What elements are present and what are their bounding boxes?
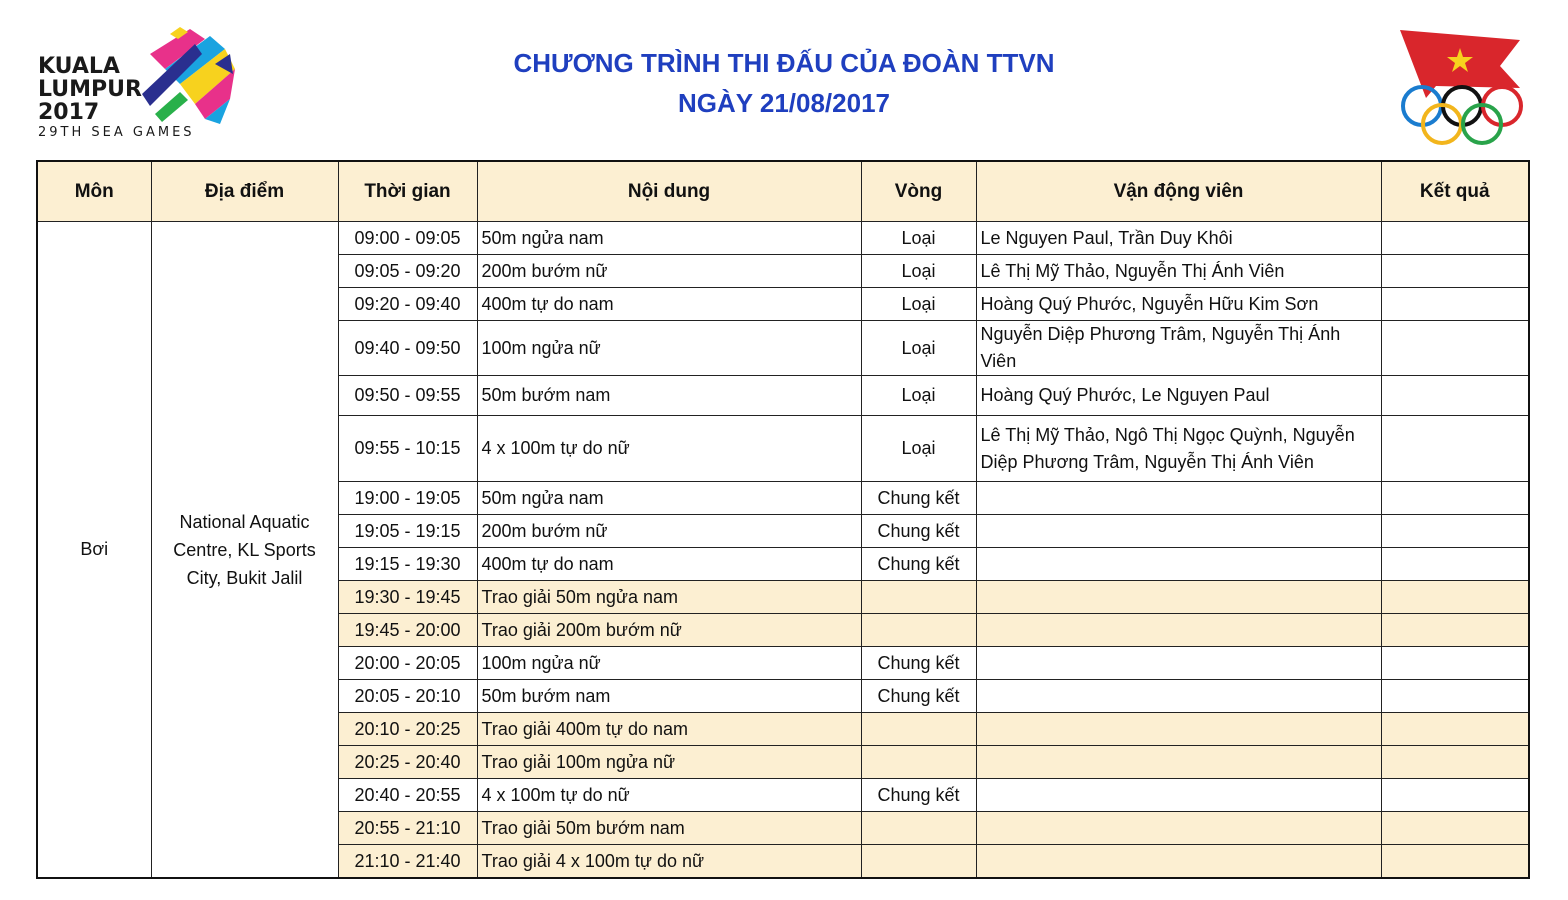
result-cell [1381,288,1529,321]
round-cell [861,746,976,779]
result-cell [1381,581,1529,614]
col-header-venue: Địa điểm [151,161,338,222]
round-cell: Chung kết [861,779,976,812]
athletes-cell: Hoàng Quý Phước, Nguyễn Hữu Kim Sơn [976,288,1381,321]
result-cell [1381,779,1529,812]
time-cell: 09:20 - 09:40 [338,288,477,321]
athletes-cell: Le Nguyen Paul, Trần Duy Khôi [976,222,1381,255]
time-cell: 20:55 - 21:10 [338,812,477,845]
event-cell: Trao giải 200m bướm nữ [477,614,861,647]
athletes-cell: Lê Thị Mỹ Thảo, Ngô Thị Ngọc Quỳnh, Nguyễn Diệp Phương Trâm, Nguyễn Thị Ánh Viên [976,416,1381,482]
result-cell [1381,515,1529,548]
time-cell: 19:30 - 19:45 [338,581,477,614]
time-cell: 09:05 - 09:20 [338,255,477,288]
time-cell: 20:00 - 20:05 [338,647,477,680]
event-cell: 4 x 100m tự do nữ [477,779,861,812]
logo-line-3: 2017 [38,100,100,125]
athletes-cell [976,515,1381,548]
result-cell [1381,845,1529,879]
athletes-cell: Hoàng Quý Phước, Le Nguyen Paul [976,376,1381,416]
venue-cell: National Aquatic Centre, KL Sports City, Bukit Jalil [151,222,338,879]
round-cell [861,713,976,746]
result-cell [1381,416,1529,482]
round-cell: Chung kết [861,515,976,548]
event-cell: 400m tự do nam [477,288,861,321]
col-header-time: Thời gian [338,161,477,222]
athletes-cell [976,845,1381,879]
event-cell: 200m bướm nữ [477,515,861,548]
logo-line-2: LUMPUR [38,77,142,102]
round-cell: Loại [861,376,976,416]
result-cell [1381,647,1529,680]
round-cell: Loại [861,321,976,376]
time-cell: 09:40 - 09:50 [338,321,477,376]
result-cell [1381,713,1529,746]
col-header-event: Nội dung [477,161,861,222]
event-cell: Trao giải 400m tự do nam [477,713,861,746]
logo-line-1: KUALA [38,54,120,79]
event-cell: 50m bướm nam [477,376,861,416]
result-cell [1381,614,1529,647]
time-cell: 19:15 - 19:30 [338,548,477,581]
round-cell: Chung kết [861,680,976,713]
result-cell [1381,482,1529,515]
athletes-cell: Lê Thị Mỹ Thảo, Nguyễn Thị Ánh Viên [976,255,1381,288]
athletes-cell [976,614,1381,647]
sport-cell: Bơi [37,222,151,879]
time-cell: 20:25 - 20:40 [338,746,477,779]
athletes-cell [976,581,1381,614]
result-cell [1381,321,1529,376]
event-cell: 200m bướm nữ [477,255,861,288]
time-cell: 21:10 - 21:40 [338,845,477,879]
time-cell: 20:10 - 20:25 [338,713,477,746]
round-cell: Loại [861,416,976,482]
round-cell: Chung kết [861,647,976,680]
event-cell: Trao giải 4 x 100m tự do nữ [477,845,861,879]
page-subtitle-date: NGÀY 21/08/2017 [678,88,890,118]
schedule-table [36,160,1530,879]
result-cell [1381,680,1529,713]
athletes-cell [976,746,1381,779]
round-cell: Chung kết [861,482,976,515]
col-header-result: Kết quả [1381,161,1529,222]
result-cell [1381,548,1529,581]
table-row [37,222,1529,255]
event-cell: 100m ngửa nữ [477,647,861,680]
col-header-sport: Môn [37,161,151,222]
event-cell: 50m bướm nam [477,680,861,713]
athletes-cell [976,713,1381,746]
time-cell: 09:50 - 09:55 [338,376,477,416]
result-cell [1381,222,1529,255]
round-cell: Loại [861,255,976,288]
time-cell: 20:40 - 20:55 [338,779,477,812]
logo-line-4: 29TH SEA GAMES [38,125,195,140]
athletes-cell [976,779,1381,812]
event-cell: Trao giải 50m bướm nam [477,812,861,845]
time-cell: 19:45 - 20:00 [338,614,477,647]
round-cell: Chung kết [861,548,976,581]
athletes-cell [976,680,1381,713]
time-cell: 09:00 - 09:05 [338,222,477,255]
event-cell: 50m ngửa nam [477,482,861,515]
athletes-cell [976,812,1381,845]
sea-games-logo [30,24,250,144]
athletes-cell: Nguyễn Diệp Phương Trâm, Nguyễn Thị Ánh Viên [976,321,1381,376]
time-cell: 20:05 - 20:10 [338,680,477,713]
table-header-row [37,161,1529,222]
event-cell: Trao giải 50m ngửa nam [477,581,861,614]
athletes-cell [976,482,1381,515]
event-cell: 400m tự do nam [477,548,861,581]
round-cell: Loại [861,222,976,255]
round-cell: Loại [861,288,976,321]
event-cell: 4 x 100m tự do nữ [477,416,861,482]
athletes-cell [976,548,1381,581]
result-cell [1381,746,1529,779]
flag-olympic-rings-icon [1396,26,1528,146]
time-cell: 19:00 - 19:05 [338,482,477,515]
round-cell [861,581,976,614]
round-cell [861,845,976,879]
event-cell: Trao giải 100m ngửa nữ [477,746,861,779]
result-cell [1381,376,1529,416]
athletes-cell [976,647,1381,680]
time-cell: 09:55 - 10:15 [338,416,477,482]
col-header-athletes: Vận động viên [976,161,1381,222]
round-cell [861,614,976,647]
result-cell [1381,255,1529,288]
olympic-committee-logo [1396,26,1528,146]
time-cell: 19:05 - 19:15 [338,515,477,548]
event-cell: 50m ngửa nam [477,222,861,255]
col-header-round: Vòng [861,161,976,222]
event-cell: 100m ngửa nữ [477,321,861,376]
round-cell [861,812,976,845]
result-cell [1381,812,1529,845]
page-title: CHƯƠNG TRÌNH THI ĐẤU CỦA ĐOÀN TTVN [513,48,1055,78]
